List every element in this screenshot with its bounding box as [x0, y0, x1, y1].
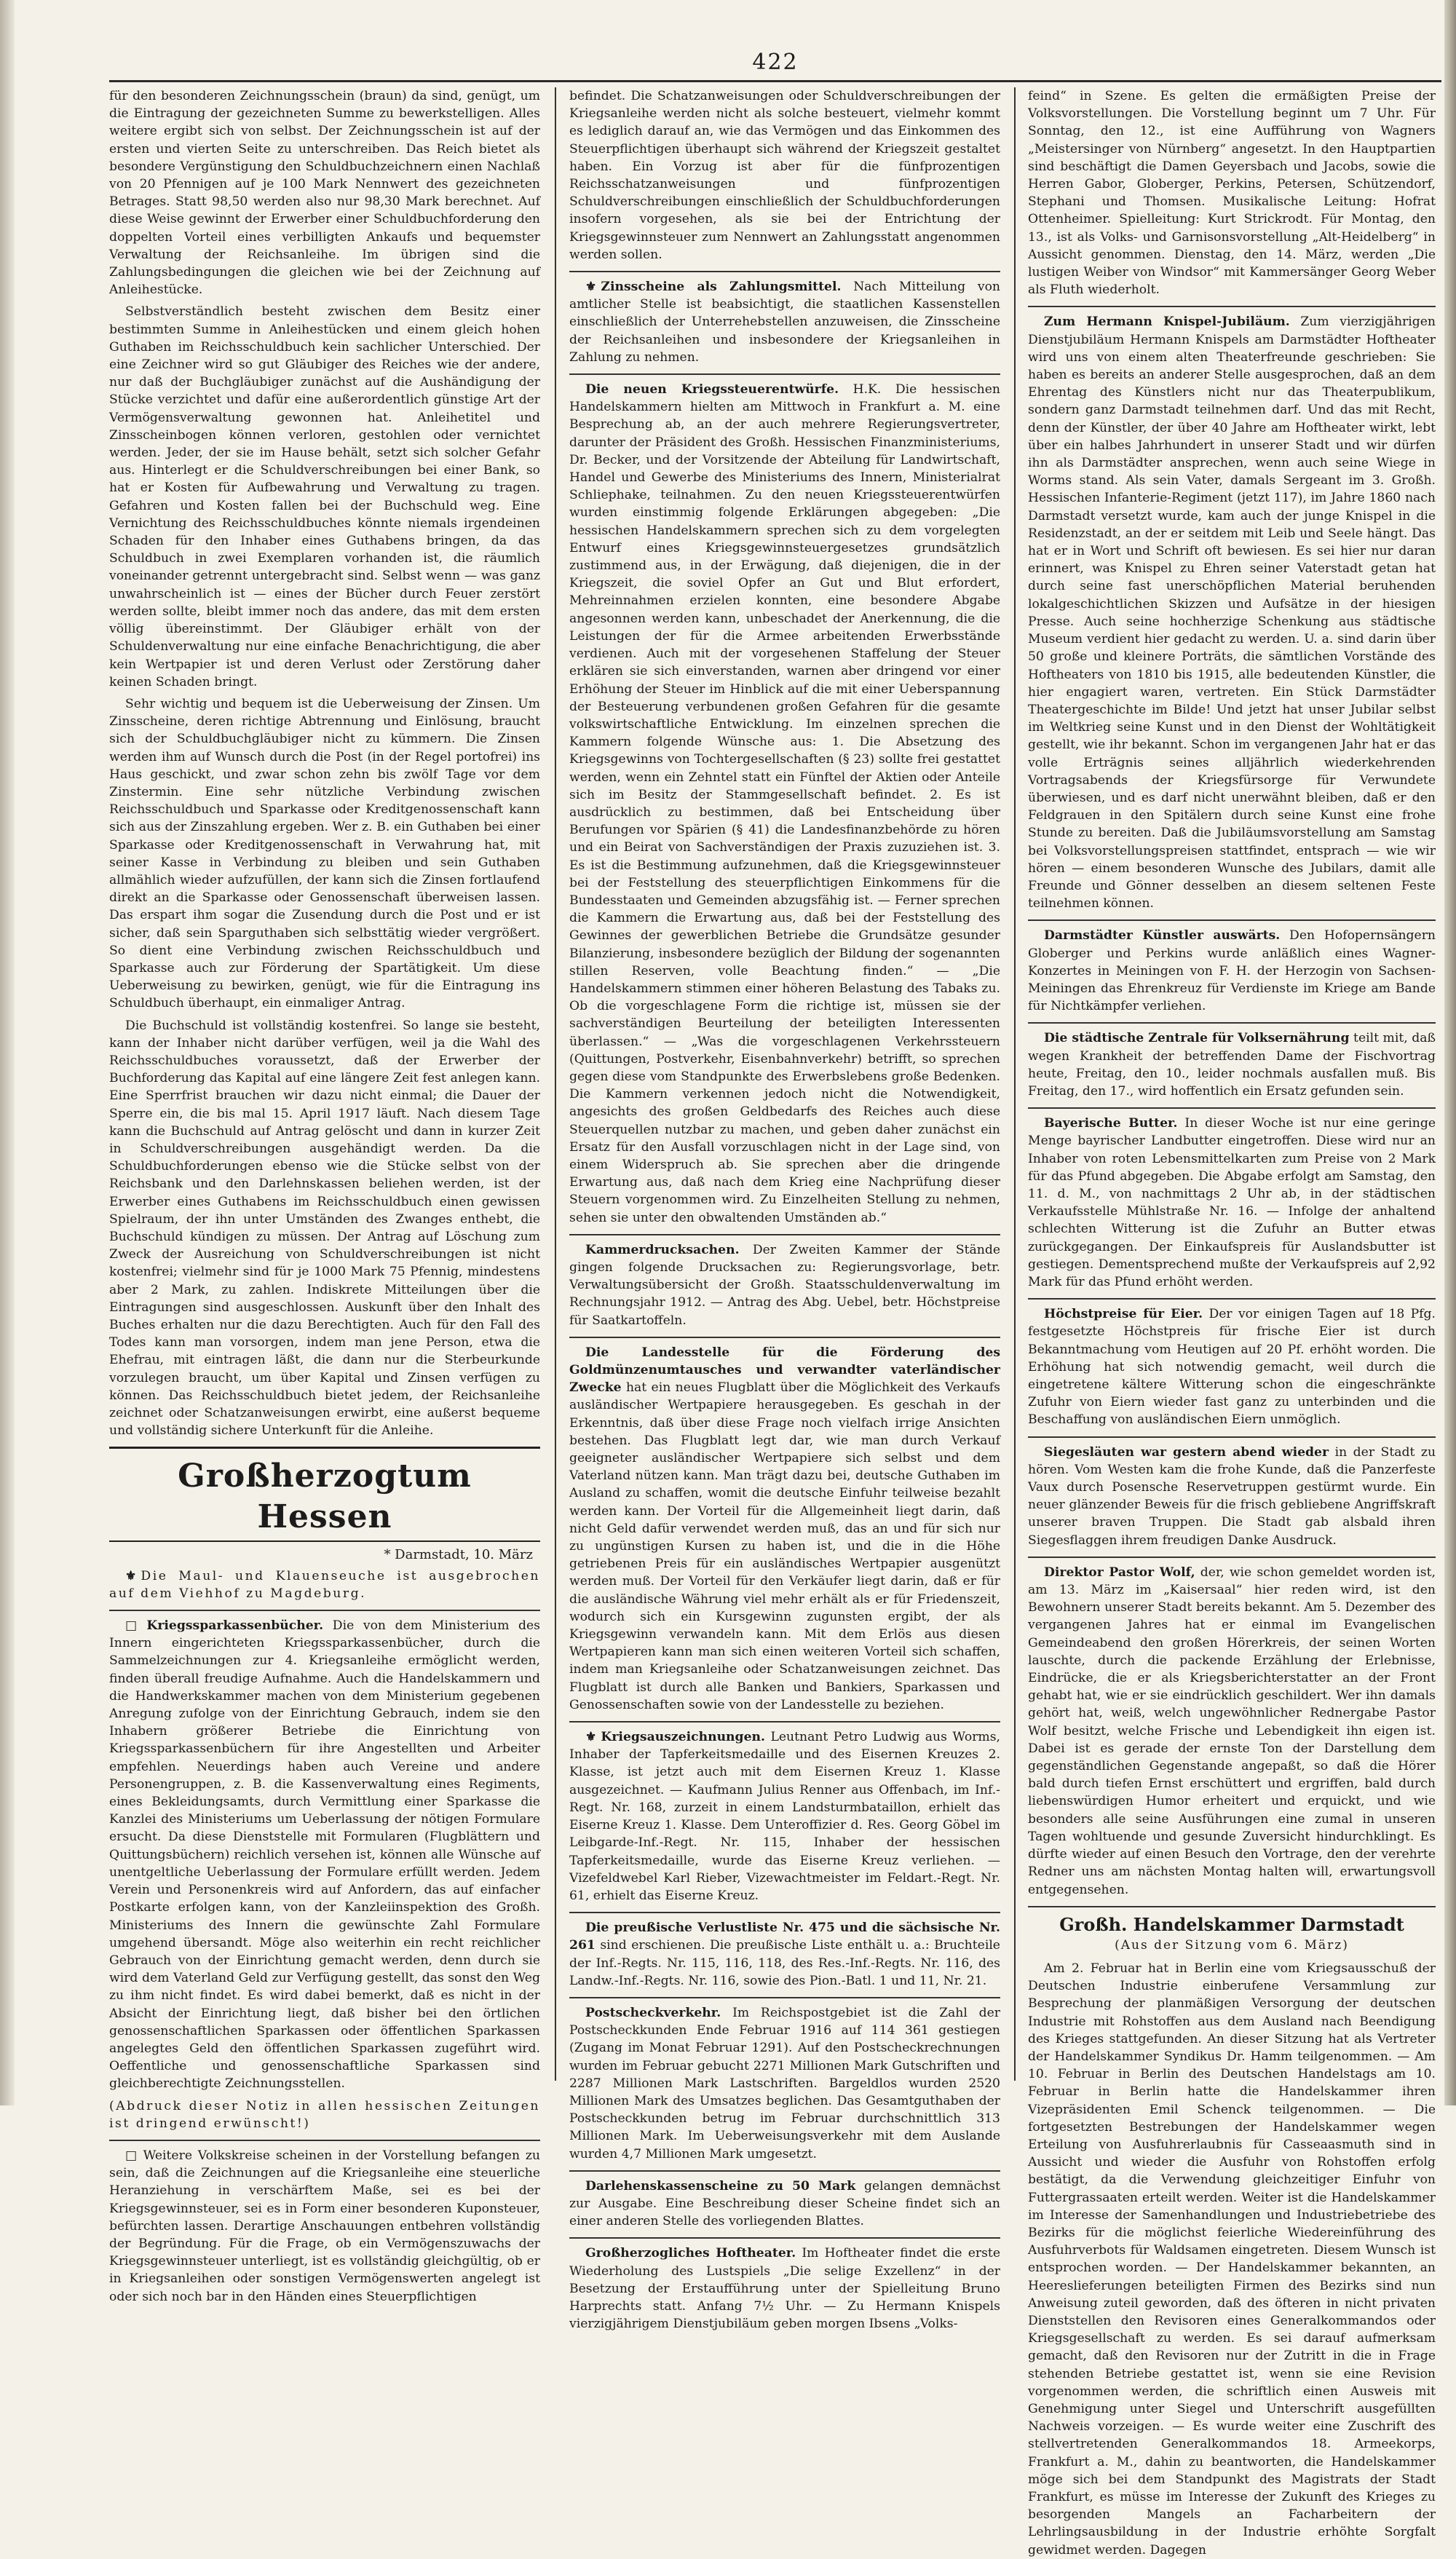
news-item: Zum Hermann Knispel-Jubiläum. Zum vierzigjährigen Dienstjubiläum Hermann Knispels am Darmstädter Hoftheater wird uns von einem alten Theaterfreunde geschrieben: Sie haben es bereits an anderer Stelle ausgesprochen, daß an dem Ehrentag des Künstlers nicht nur das Theaterpublikum, sondern ganz Darmstadt teilnehmen darf. Und das mit Recht, denn der Künstler, der über 40 Jahre am Hoftheater wirkt, lebt über ein halbes Jahrhundert in unserer Stadt und wir dürfen ihn als Darmstädter ansprechen, wenn auch seine Wiege in Worms stand. Als sein Vater, damals Sergeant im 3. Großh. Hessischen Infanterie-Regiment (jetzt 117), im Jahre 1860 nach Darmstadt versetzt wurde, kam auch der junge Knispel in die Residenzstadt, an der er seitdem mit Leib und Seele hängt. Das hat er in Wort und Schrift oft bewiesen. Es sei hier nur daran erinnert, was Knispel zu Ehren seiner Vaterstadt getan hat durch seine fast unerschöpflichen Material beruhenden lokalgeschichtlichen Skizzen und Aufsätze in der hiesigen Presse. Auch seine hochherzige Schenkung aus städtische Museum verdient hier gedacht zu werden. U. a. sind darin über 50 große und kleinere Porträts, die sämtlichen Vorstände des Hoftheaters von 1810 bis 1915, alle bedeutenden Künstler, die hier engagiert waren, vertreten. Ein Stück Darmstädter Theatergeschichte im Bilde! Und jetzt hat unser Jubilar selbst im Weltkrieg seine Kunst und in den Dienst der Wohltätigkeit gestellt, wie ihr bekannt. Schon im vergangenen Jahr hat er das volle Erträgnis seines alljährlich wiederkehrenden Vortragsabends der Kriegsfürsorge für Verwundete überwiesen, und es darf nicht unerwähnt bleiben, daß er den Feldgrauen in den Spitälern durch seine Kunst eine frohe Stunde zu bereiten. Daß die Jubiläumsvorstellung am Samstag bei Volksvorstellungspreisen stattfindet, entsprach — wie wir hören — einem besonderen Wunsche des Jubilars, damit alle Freunde und Gönner desselben an diesem seltenen Feste teilnehmen können.: [1028, 315, 1436, 911]
news-item: Die Landesstelle für die Förderung des Goldmünzenumtausches und verwandter vaterländischer Zwecke hat ein neues Flugblatt über die Möglichkeit des Verkaufs ausländischer Wertpapiere herausgegeben. Es geschah in der Erkenntnis, daß über diese Frage noch vielfach irrige Ansichten bestehen. Das Flugblatt legt dar, wie man durch Verkauf geeigneter ausländischer Wertpapiere sich selbst und dem Vaterland nützen kann. Man trägt dazu bei, deutsche Guthaben im Ausland zu schaffen, womit die deutsche Einfuhr teilweise bezahlt werden kann. Der Vorteil für die Allgemeinheit liegt darin, daß nicht Geld dafür verwendet werden muß, das an und für sich nur zu ungünstigen Kursen zu haben ist, und die in die Höhe getriebenen Preis für ein ausländisches Wertpapier ausgenützt werden muß. Der Vorteil für den Verkäufer liegt darin, daß er für die ausländische Währung viel mehr erhält als er für Friedenszeit, wodurch sich ein Kursgewinn zugunsten ergibt, der als Kriegsgewinn verwandeln kann. Mit dem Erlös aus diesen Wertpapieren kann man sich einen weiteren Vorteil sich schaffen, indem man Kriegsanleihe oder Schatzanweisungen zeichnet. Das Flugblatt ist durch alle Banken und Bankiers, Sparkassen und Genossenschaften sowie von der Landesstelle zu beziehen.: [569, 1345, 1000, 1712]
divider: [1028, 1557, 1436, 1558]
section-subheading: (Aus der Sitzung vom 6. März): [1115, 1937, 1349, 1953]
item-text: Weitere Volkskreise scheinen in der Vorstellung befangen zu sein, daß die Zeichnungen auf die Kriegsanleihe eine steuerliche Heranziehung in verschärftem Maße, sei es bei der Kriegsgewinnsteuer, sei es in Form einer besonderen Kuponsteuer, befürchten lassen. Derartige Anschauungen entbehren vollständig der Begründung. Für die Frage, ob ein Vermögenszuwachs der Kriegsgewinnsteuer unterliegt, ist es vollständig gleichgültig, ob er in Kriegsanleihen oder sonstigen Vermögenswerten angelegt ist oder sich noch bar in den Händen eines Steuerpflichtigen: [109, 2148, 540, 2304]
news-item: [109, 1617, 540, 2092]
news-item: ⚜ Zinsscheine als Zahlungsmittel. Nach Mitteilung von amtlicher Stelle ist beabsichtigt, die staatlichen Kassenstellen einschließlich der Unterrehebstellen anzuweisen, die Zinsscheine der Reichsanleihen und insbesondere der Kriegsanleihen in Zahlung zu nehmen.: [569, 280, 1000, 365]
divider: [1028, 1298, 1436, 1300]
news-item: ⚜ Die Maul- und Klauenseuche ist ausgebrochen auf dem Viehhof zu Magdeburg.: [109, 1568, 540, 1601]
square-symbol-icon: □: [125, 2148, 139, 2163]
cross-symbol-icon: ⚜: [585, 280, 597, 295]
newspaper-page: [109, 50, 1441, 2558]
divider: [109, 2140, 540, 2141]
section-heading: Großherzogtum Hessen: [178, 1458, 472, 1536]
column-3: [1028, 87, 1436, 2558]
divider: [109, 1610, 540, 1611]
page-binding-left: [0, 0, 15, 2105]
column-2: [569, 87, 1001, 2332]
section-heading-box: [109, 1447, 540, 1542]
news-item: Großherzogliches Hoftheater. Im Hoftheater findet die erste Wiederholung des Lustspiels „Die selige Exzellenz“ in der Besetzung der Erstaufführung unter der Spielleitung Bruno Harprechts statt. Anfang 7½ Uhr. — Zu Hermann Knispels vierzigjährigem Dienstjubiläum geben morgen Ibsens „Volks-: [569, 2246, 1000, 2332]
divider: [569, 271, 1000, 272]
news-item: Darlehenskassenscheine zu 50 Mark gelangen demnächst zur Ausgabe. Eine Beschreibung dieser Scheine findet sich an einer anderen Stelle des vorliegenden Blattes.: [569, 2178, 1001, 2229]
news-item: Siegesläuten war gestern abend wieder in der Stadt zu hören. Vom Westen kam die frohe Kunde, daß die Panzerfeste Vaux durch Posensche Reservetruppen gestürmt wurde. Ein neuer glänzender Beweis für die frisch gebliebene Angriffskraft unserer braven Truppen. Die Stadt gab alsbald ihren Siegesflaggen ihrem freudigen Danke Ausdruck.: [1028, 1444, 1436, 1548]
news-item: Die preußische Verlustliste Nr. 475 und die sächsische Nr. 261 sind erschienen. Die preußische Liste enthält u. a.: Bruchteile der Inf.-Regts. Nr. 115, 116, 118, des Res.-Inf.-Regts. Nr. 116, des Landw.-Inf.-Regts. Nr. 116, sowie des Pion.-Batl. 1 und 11, Nr. 21.: [569, 1921, 1000, 1988]
divider: [569, 1234, 1000, 1235]
divider: [1028, 306, 1436, 307]
news-item: Höchstpreise für Eier. Der vor einigen Tagen auf 18 Pfg. festgesetzte Höchstpreis für frische Eier ist durch Bekanntmachung vom Heutigen auf 20 Pf. erhöht worden. Die Erhöhung hat sich notwendig gemacht, weil durch die eingetretene kältere Witterung schon die eingeschränkte Zufuhr von Eiern wieder fast ganz zu unterbinden und die Beschaffung von ausländischen Eiern unmöglich.: [1028, 1307, 1436, 1428]
divider: [569, 1912, 1000, 1913]
article-text: Die Buchschuld ist vollständig kostenfrei. So lange sie besteht, kann der Inhaber nicht darüber verfügen, weil ja die Wahl des Reichsschuldbuches voraussetzt, daß der Erwerber der Buchforderung das Kapital auf eine längere Zeit fest anlegen kann. Eine Sperrfrist brauchen wir dazu nicht einmal; die Dauer der Sperre ein, die bis mal 15. April 1917 läuft. Nach diesem Tage kann die Buchschuld auf Antrag gelöscht und dann in kurzer Zeit in Schuldverschreibungen ausgehändigt werden. Da die Schuldbuchforderungen ebenso wie die Stücke selbst von der Reichsbank und den Darlehnskassen beliehen werden, ist der Erwerber eines Guthabens im Reichsschuldbuch einen gewissen Spielraum, der ihn unter Umständen des Zwanges enthebt, die Buchschuld kündigen zu müssen. Der Antrag auf Löschung zum Zweck der Ausreichung von Schuldverschreibungen ist nicht kostenfrei; vielmehr sind für je 1000 Mark 75 Pfennig, mindestens aber 2 Mark, zu zahlen. Indiskrete Mitteilungen über die Eintragungen sind ausgeschlossen. Auskunft über den Inhalt des Buches erhalten nur die dazu Berechtigten. Auch für den Fall des Todes kann man vorsorgen, indem man jene Person, etwa die Ehefrau, mit eintragen läßt, die dann nur die Sterbeurkunde vorzulegen braucht, um über Kapital und Zinsen verfügen zu können. Das Reichsschuldbuch bietet jedem, der Reichsanleihe zeichnet oder Schatzanweisungen erwirbt, eine außerst bequeme und vollständig sichere Unterkunft für die Anleihe.: [109, 1018, 540, 1439]
divider: [569, 373, 1000, 375]
column-rule: [1014, 87, 1016, 2081]
article-text: für den besonderen Zeichnungsschein (braun) da sind, genügt, um die Eintragung der gezeichneten Summe zu bewerkstelligen. Alles weitere ergibt sich von selbst. Der Zeichnungsschein ist auf der ersten und vierten Seite zu unterschreiben. Das Reich bietet als besondere Vergünstigung den Schuldbuchzeichnern einen Nachlaß von 20 Pfennigen auf je 100 Mark Nennwert des gezeichneten Betrages. Statt 98,50 werden also nur 98,30 Mark berechnet. Auf diese Weise gewinnt der Erwerber einer Schuldbuchforderung den doppelten Vorteil eines verbilligten Ankaufs und bequemster Verwaltung der Reichsanleihe. Im übrigen sind die Zahlungsbedingungen die gleichen wie bei der Zeichnung auf Anleihestücke.: [109, 89, 540, 298]
column-1: [109, 87, 540, 2304]
news-item: Die neuen Kriegssteuerentwürfe. H.K. Die hessischen Handelskammern hielten am Mittwoch in Frankfurt a. M. eine Besprechung ab, an der auch mehrere Regierungsvertreter, darunter der Präsident des Großh. Hessischen Finanzministeriums, Dr. Becker, und der Vorsitzende der Abteilung für Landwirtschaft, Handel und Gewerbe des Ministeriums des Innern, Ministerialrat Schliephake, teilnahmen. Zu den neuen Kriegssteuerentwürfen wurden einstimmig folgende Erklärungen abgegeben: „Die hessischen Handelskammern sprechen sich zu dem vorgelegten Entwurf eines Kriegsgewinnsteuergesetzes grundsätzlich zustimmend aus, in der Erwägung, daß diejenigen, die in der Kriegszeit, die soviel Opfer an Gut und Blut erfordert, Mehreinnahmen erzielen konnten, eine besondere Abgabe angesonnen werden kann, unbeschadet der Anerkennung, die die Leistungen der für die Armee arbeitenden Erwerbsstände verdienen. Auch mit der vorgesehenen Staffelung der Steuer erklären sie sich einverstanden, warnen aber dringend vor einer Erhöhung der Steuer im Hinblick auf die mit einer Ueberspannung der Besteuerung verbundenen großen Gefahren für die gesamte volkswirtschaftliche Entwicklung. Im einzelnen sprechen die Kammern folgende Wünsche aus: 1. Die Absetzung des Kriegsgewinns von Tochtergesellschaften (§ 23) sollte frei gestattet werden, wenn ein Zehntel statt ein Fünftel der Aktien oder Anteile sich im Besitz der Stammgesellschaft befindet. 2. Es ist ausdrücklich zu bestimmen, daß bei Entscheidung über Berufungen vor Spärien (§ 41) die Landesfinanzbehörde zu hören und ein Beirat von Sachverständigen der Praxis zuzuziehen ist. 3. Es ist die Bestimmung aufzunehmen, daß die Kriegsgewinnsteuer bei der Feststellung des steuerpflichtigen Einkommens für die Bundesstaaten und Gemeinden abzugsfähig ist. — Ferner sprechen die Kammern die Erwartung aus, daß bei der Feststellung des Gewinnes der gewerblichen Betriebe die Grundsätze gesunder Bilanzierung, insbesondere bezüglich der Bildung der sogenannten stillen Reserven, volle Beachtung finden.“ — „Die Handelskammern stimmen einer höheren Belastung des Tabaks zu. Ob die vorgeschlagene Form die richtige ist, müssen sie der sachverständigen Beurteilung der beteiligten Interessenten überlassen.“ — „Was die vorgeschlagenen Verkehrssteuern (Quittungen, Postverkehr, Eisenbahnverkehr) betrifft, so sprechen gegen diese vom Standpunkte des Erwerbslebens große Bedenken. Die Kammern verkennen jedoch nicht die Notwendigkeit, angesichts des großen Geldbedarfs des Reiches auch diese Steuerquellen nutzbar zu machen, und geben daher zunächst ein Ersatz für den Ausfall vorzuschlagen nicht in der Lage sind, von einem Widerspruch ab. Sie sprechen aber die dringende Erwartung aus, daß nach dem Krieg eine Nachprüfung dieser Steuern vorgenommen wird. Zu Einzelheiten Stellung zu nehmen, sehen sie unter den obwaltenden Umständen ab.“: [569, 382, 1000, 1225]
page-number: 422: [752, 50, 799, 75]
divider: [1028, 1022, 1436, 1024]
page-binding-right: [1444, 0, 1456, 2105]
news-item: [109, 2147, 540, 2306]
divider: [569, 1337, 1000, 1338]
news-item: Kammerdrucksachen. Der Zweiten Kammer der Stände gingen folgende Drucksachen zu: Regierungsvorlage, betr. Verwaltungsübersicht der Großh. Staatsschuldenverwaltung im Rechnungsjahr 1912. — Antrag des Abg. Uebel, betr. Höchstpreise für Saatkartoffeln.: [569, 1242, 1000, 1328]
news-item: Postscheckverkehr. Im Reichspostgebiet ist die Zahl der Postscheckkunden Ende Februar 1916 auf 114 361 gestiegen (Zugang im Monat Februar 1291). Auf den Postscheckrechnungen wurden im Februar gebucht 2271 Millionen Mark Gutschriften und 2287 Millionen Mark Lastschriften. Bargeldlos wurden 2520 Millionen Mark des Umsatzes beglichen. Das Gesamtguthaben der Postscheckkunden betrug im Februar durchschnittlich 313 Millionen Mark. Im Ueberweisungsverkehr mit dem Auslande wurden 4,7 Millionen Mark umgesetzt.: [569, 2005, 1000, 2161]
item-text: Die von dem Ministerium des Innern eingerichteten Kriegssparkassenbücher, durch die Sammelzeichnungen zur 4. Kriegsanleihe ermöglicht werden, finden überall freudige Aufnahme. Auch die Handelskammern und die Handwerkskammer machen von dem Ministerium gegebenen Anregung zufolge von der Einrichtung Gebrauch, indem sie den Inhabern größerer Betriebe die Einrichtung von Kriegssparkassenbüchern für ihre Angestellten und Arbeiter empfehlen. Neuerdings haben auch Vereine und andere Personengruppen, z. B. die Kassenverwaltung eines Regiments, eines Bekleidungsamts, durch Vermittlung einer Sparkasse die Kanzlei des Ministeriums um Ueberlassung der nötigen Formulare ersucht. Da diese Dienststelle mit Formularen (Flugblättern und Quittungsbüchern) reichlich versehen ist, können alle Wünsche auf unentgeltliche Ueberlassung der Formulare erfüllt werden. Jedem Verein und Personenkreis wird auf Anfordern, das auf einfacher Postkarte erfolgen kann, von der Kanzleiinspektion des Großh. Ministeriums des Innern die gewünschte Zahl Formulare umgehend übersandt. Möge also weiterhin ein recht reichlicher Gebrauch von der Einrichtung gemacht werden, denn durch sie wird dem Vaterland Geld zur Verfügung gestellt, das sonst den Weg zu ihm nicht findet. Es wird dabei bemerkt, daß es nicht in der Absicht der Einrichtung liegt, daß bisher bei den örtlichen genossenschaftlichen Sparkassen oder öffentlichen Sparkassen angelegtes Geld den öffentlichen Sparkassen zugeführt wird. Oeffentliche und genossenschaftliche Sparkassen sind gleichberechtigte Zeichnungsstellen.: [109, 1618, 540, 2092]
news-item: Bayerische Butter. In dieser Woche ist nur eine geringe Menge bayrischer Landbutter eingetroffen. Diese wird nur an Inhaber von roten Lebensmittelkarten zum Preise von 2 Mark für das Pfund abgegeben. Die Abgabe erfolgt am Samstag, den 11. d. M., von nachmittags 2 Uhr ab, in der städtischen Verkaufsstelle Mühlstraße Nr. 16. — Infolge der anhaltend schlechten Witterung ist die Zufuhr an Butter etwas zurückgegangen. Der Einkaufspreis für Auslandsbutter ist gestiegen. Dementsprechend mußte der Verkaufspreis auf 2,92 Mark für das Pfund erhöht werden.: [1028, 1116, 1436, 1289]
article-text: Sehr wichtig und bequem ist die Ueberweisung der Zinsen. Um Zinsscheine, deren richtige Abtrennung und Einlösung, braucht sich der Schuldbuchgläubiger nicht zu kümmern. Die Zinsen werden ihm auf Wunsch durch die Post (in der Regel portofrei) ins Haus geschickt, und zwar schon zehn bis zwölf Tage vor dem Zinstermin. Eine sehr nützliche Verbindung zwischen Reichsschuldbuch und Sparkasse oder Kreditgenossenschaft kann sich aus der Zinszahlung ergeben. Wer z. B. ein Guthaben bei einer Sparkasse oder Kreditgenossenschaft in Verwahrung hat, mit seiner Kasse in Verbindung zu bleiben und sein Guthaben allmählich wieder aufzufüllen, der kann sich die Zinsen fortlaufend direkt an die Sparkasse oder Genossenschaft überweisen lassen. Das erspart ihm sogar die Zusendung durch die Post und er ist sicher, daß sein Sparguthaben sich selbsttätig wieder vergrößert. So dient eine Verbindung zwischen Reichsschuldbuch und Sparkasse auch zur Förderung der Spartätigkeit. Um diese Ueberweisung zu bewirken, genügt, wie für die Eintragung ins Schuldbuch überhaupt, ein einmaliger Antrag.: [109, 696, 540, 1011]
divider: [1028, 1107, 1436, 1109]
item-title: Kriegssparkassenbücher.: [146, 1618, 324, 1634]
divider: [569, 1721, 1000, 1723]
divider: [569, 2237, 1000, 2239]
cross-symbol-icon: ⚜: [125, 1568, 137, 1583]
divider: [569, 2170, 1000, 2172]
divider: [569, 1997, 1000, 1998]
square-symbol-icon: □: [125, 1618, 143, 1634]
article-text: Am 2. Februar hat in Berlin eine vom Kriegsausschuß der Deutschen Industrie einberufene Versammlung zur Besprechung der planmäßigen Versorgung der deutschen Industrie mit Rohstoffen aus dem Ausland nach Beendigung des Krieges stattgefunden. An dieser Sitzung hat als Vertreter der Handelskammer Syndikus Dr. Hamm teilgenommen. — Am 10. Februar in Berlin des Deutschen Handelstags am 10. Februar in Berlin hatte die Handelskammer ihren Vizepräsidenten Emil Schenck teilgenommen. — Die fortgesetzten Bestrebungen der Handelskammer wegen Erteilung von Ausfuhrerlaubnis für Casseaasmuth sind in Aussicht und wieder die Ausfuhr von Rohstoffen erfolg bestätigt, da die Verwendung gleichzeitiger Einfuhr von Futtergrassaaten erteilt werden. Weiter ist die Handelskammer im Interesse der Samenhandlungen und Industriebetriebe des Bezirks für die möglichst feierliche Wiedereinführung des Ausfuhrverbots für Waldsamen eingetreten. Diesem Wunsch ist entsprochen worden. — Der Handelskammer bekannten, an Heereslieferungen beteiligten Firmen des Bezirks sind nun Anweisung zuteil geworden, daß des öfteren in nicht privaten Dienststellen den Revisoren eines Generalkommandos oder Kriegsgesellschaft zu werden. Es sei darauf aufmerksam gemacht, daß den Revisoren nur der Zutritt in die in Frage stehenden Betriebe gestattet ist, wenn sie eine Revision vorgenommen werden, die schriftlich einen Ausweis mit Genehmigung unter Siegel und Unterschrift ausgefüllten Nachweis vorzeigen. — Es wurde weiter eine Zuschrift des stellvertretenden Generalkommandos 18. Armeekorps, Frankfurt a. M., dahin zu beantworten, die Handelskammer möge sich bei dem Standpunkt des Magistrats der Stadt Frankfurt, es müsse im Interesse der Zukunft des Krieges zu besorgenden Mangels an Facharbeitern der Lehrlingsausbildung in der Industrie erhöhte Sorgfalt gewidmet werden. Dagegen: [1028, 1961, 1436, 2558]
news-item: ⚜ Kriegsauszeichnungen. Leutnant Petro Ludwig aus Worms, Inhaber der Tapferkeitsmedaille und des Eisernen Kreuzes 2. Klasse, ist jetzt auch mit dem Eisernen Kreuz 1. Klasse ausgezeichnet. — Kaufmann Julius Renner aus Offenbach, im Inf.-Regt. Nr. 168, zurzeit in einem Landsturmbataillon, erhielt das Eiserne Kreuz 1. Klasse. Dem Unteroffizier d. Res. Georg Göbel im Leibgarde-Inf.-Regt. Nr. 115, Inhaber der hessischen Tapferkeitsmedaille, wurde das Eiserne Kreuz verliehen. — Vizefeldwebel Karl Rieber, Vizewachtmeister im Feldart.-Regt. Nr. 61, erhielt das Eiserne Kreuz.: [569, 1730, 1000, 1903]
divider: [1028, 919, 1436, 921]
news-item: Die städtische Zentrale für Volksernährung teilt mit, daß wegen Krankheit der betreffenden Dame der Fischvortrag heute, Freitag, den 10., leider nochmals ausfallen muß. Bis Freitag, den 17., wird hoffentlich ein Ersatz gefunden sein.: [1028, 1031, 1436, 1099]
news-item: Darmstädter Künstler auswärts. Den Hofopernsängern Globerger und Perkins wurde anläßlich eines Wagner-Konzertes in Meiningen von F. H. der Herzogin von Sachsen-Meiningen das Ehrenkreuz für Verdienste im Kriege am Bande für Nichtkämpfer verliehen.: [1028, 928, 1436, 1014]
header-rule: [109, 80, 1441, 82]
article-text: feind“ in Szene. Es gelten die ermäßigten Preise der Volksvorstellungen. Die Vorstellung beginnt um 7 Uhr. Für Sonntag, den 12., ist eine Aufführung von Wagners „Meistersinger von Nürnberg“ angesetzt. In den Hauptpartien sind beschäftigt die Damen Geyersbach und Jacobs, sowie die Herren Gabor, Globerger, Perkins, Petersen, Schützendorf, Stephani und Thomsen. Musikalische Leitung: Hofrat Ottenheimer. Spielleitung: Kurt Strickrodt. Für Montag, den 13., ist als Volks- und Garnisonsvorstellung „Alt-Heidelberg“ in Aussicht genommen. Dienstag, den 14. März, werden „Die lustigen Weiber von Windsor“ mit Kammersänger Georg Weber als Fluth wiederholt.: [1028, 89, 1436, 298]
column-rule: [555, 87, 556, 2081]
dateline: * Darmstadt, 10. März: [384, 1547, 533, 1563]
section-heading: Großh. Handelskammer Darmstadt: [1059, 1913, 1404, 1935]
cross-symbol-icon: ⚜: [585, 1730, 597, 1745]
article-text: Selbstverständlich besteht zwischen dem Besitz einer bestimmten Summe in Anleihestücken und einem gleich hohen Guthaben im Reichsschuldbuch kein sachlicher Unterschied. Der eine Zeichner wird so gut Gläubiger des Reiches wie der andere, nur daß der Buchgläubiger zunächst auf die Aushändigung der Stücke verzichtet und dafür eine außerordentlich günstige Art der Vermögensverwaltung gewonnen hat. Anleihetitel und Zinsscheinbogen können verloren, gestohlen oder vernichtet werden. Jeder, der sie im Hause behält, setzt sich solcher Gefahr aus. Hinterlegt er die Schuldverschreibungen bei einer Bank, so hat er Kosten für Aufbewahrung und Verwaltung zu tragen. Gefahren und Kosten fallen bei der Buchschuld weg. Eine Vernichtung des Reichsschuldbuches könnte niemals irgendeinen Schaden für den Inhaber eines Guthabens bringen, da das Schuldbuch in zwei Exemplaren vorhanden ist, die räumlich voneinander getrennt untergebracht sind. Selbst wenn — was ganz unwahrscheinlich ist — eines der Bücher durch Feuer zerstört werden sollte, bleibt immer noch das andere, das mit dem ersten völlig übereinstimmt. Der Gläubiger erhält von der Schuldenverwaltung nur eine einfache Benachrichtigung, die aber kein Wertpapier ist und deren Verlust oder Zerstörung daher keinen Schaden bringt.: [109, 304, 540, 689]
divider: [1028, 1436, 1436, 1438]
divider: [1028, 1906, 1436, 1907]
print-note: (Abdruck dieser Notiz in allen hessischen Zeitungen ist dringend erwünscht!): [109, 2098, 540, 2131]
article-text: befindet. Die Schatzanweisungen oder Schuldverschreibungen der Kriegsanleihe werden nicht als solche besteuert, vielmehr kommt es lediglich darauf an, wie das Vermögen und das Einkommen des Steuerpflichtigen überhaupt sich während der Kriegszeit gestaltet haben. Ein Vorzug ist aber für die fünfprozentigen Reichsschatzanweisungen und fünfprozentigen Schuldverschreibungen einschließlich der Schuldbuchforderungen insofern vorgesehen, als sie bei der Entrichtung der Kriegsgewinnsteuer zum Nennwert an Zahlungsstatt angenommen werden sollen.: [569, 89, 1000, 262]
news-item: Direktor Pastor Wolf, der, wie schon gemeldet worden ist, am 13. März im „Kaisersaal“ hier reden wird, ist den Bewohnern unserer Stadt bereits bekannt. Am 5. Dezember des vergangenen Jahres hat er einmal im Evangelischen Gemeindeabend den großen Hörerkreis, der seinen Worten lauschte, durch die packende Erzählung der Erlebnisse, Eindrücke, die er als Kriegsberichterstatter an der Front gehabt hat, wie er sie eindrücklich geschildert. Wer ihn damals gehört hat, weiß, welch ungewöhnlicher Rednergabe Pastor Wolf besitzt, welche Frische und Lebendigkeit ihn eigen ist. Dabei ist es gerade der ernste Ton der Darstellung dem gegenständlichen Gegenstande angepaßt, so daß die Hörer bald durch tiefen Ernst erschüttert und ergriffen, bald durch liebenswürdigen Humor erheitert und erquickt, und wie besonders alle seine Ausführungen eine zumal in unseren Tagen wohltuende und gesunde Zuversicht hindurchklingt. Es dürfte wieder auf einen Besuch den Vortrage, den der verehrte Redner uns am nächsten Montag halten will, erwartungsvoll entgegensehen.: [1028, 1565, 1436, 1897]
